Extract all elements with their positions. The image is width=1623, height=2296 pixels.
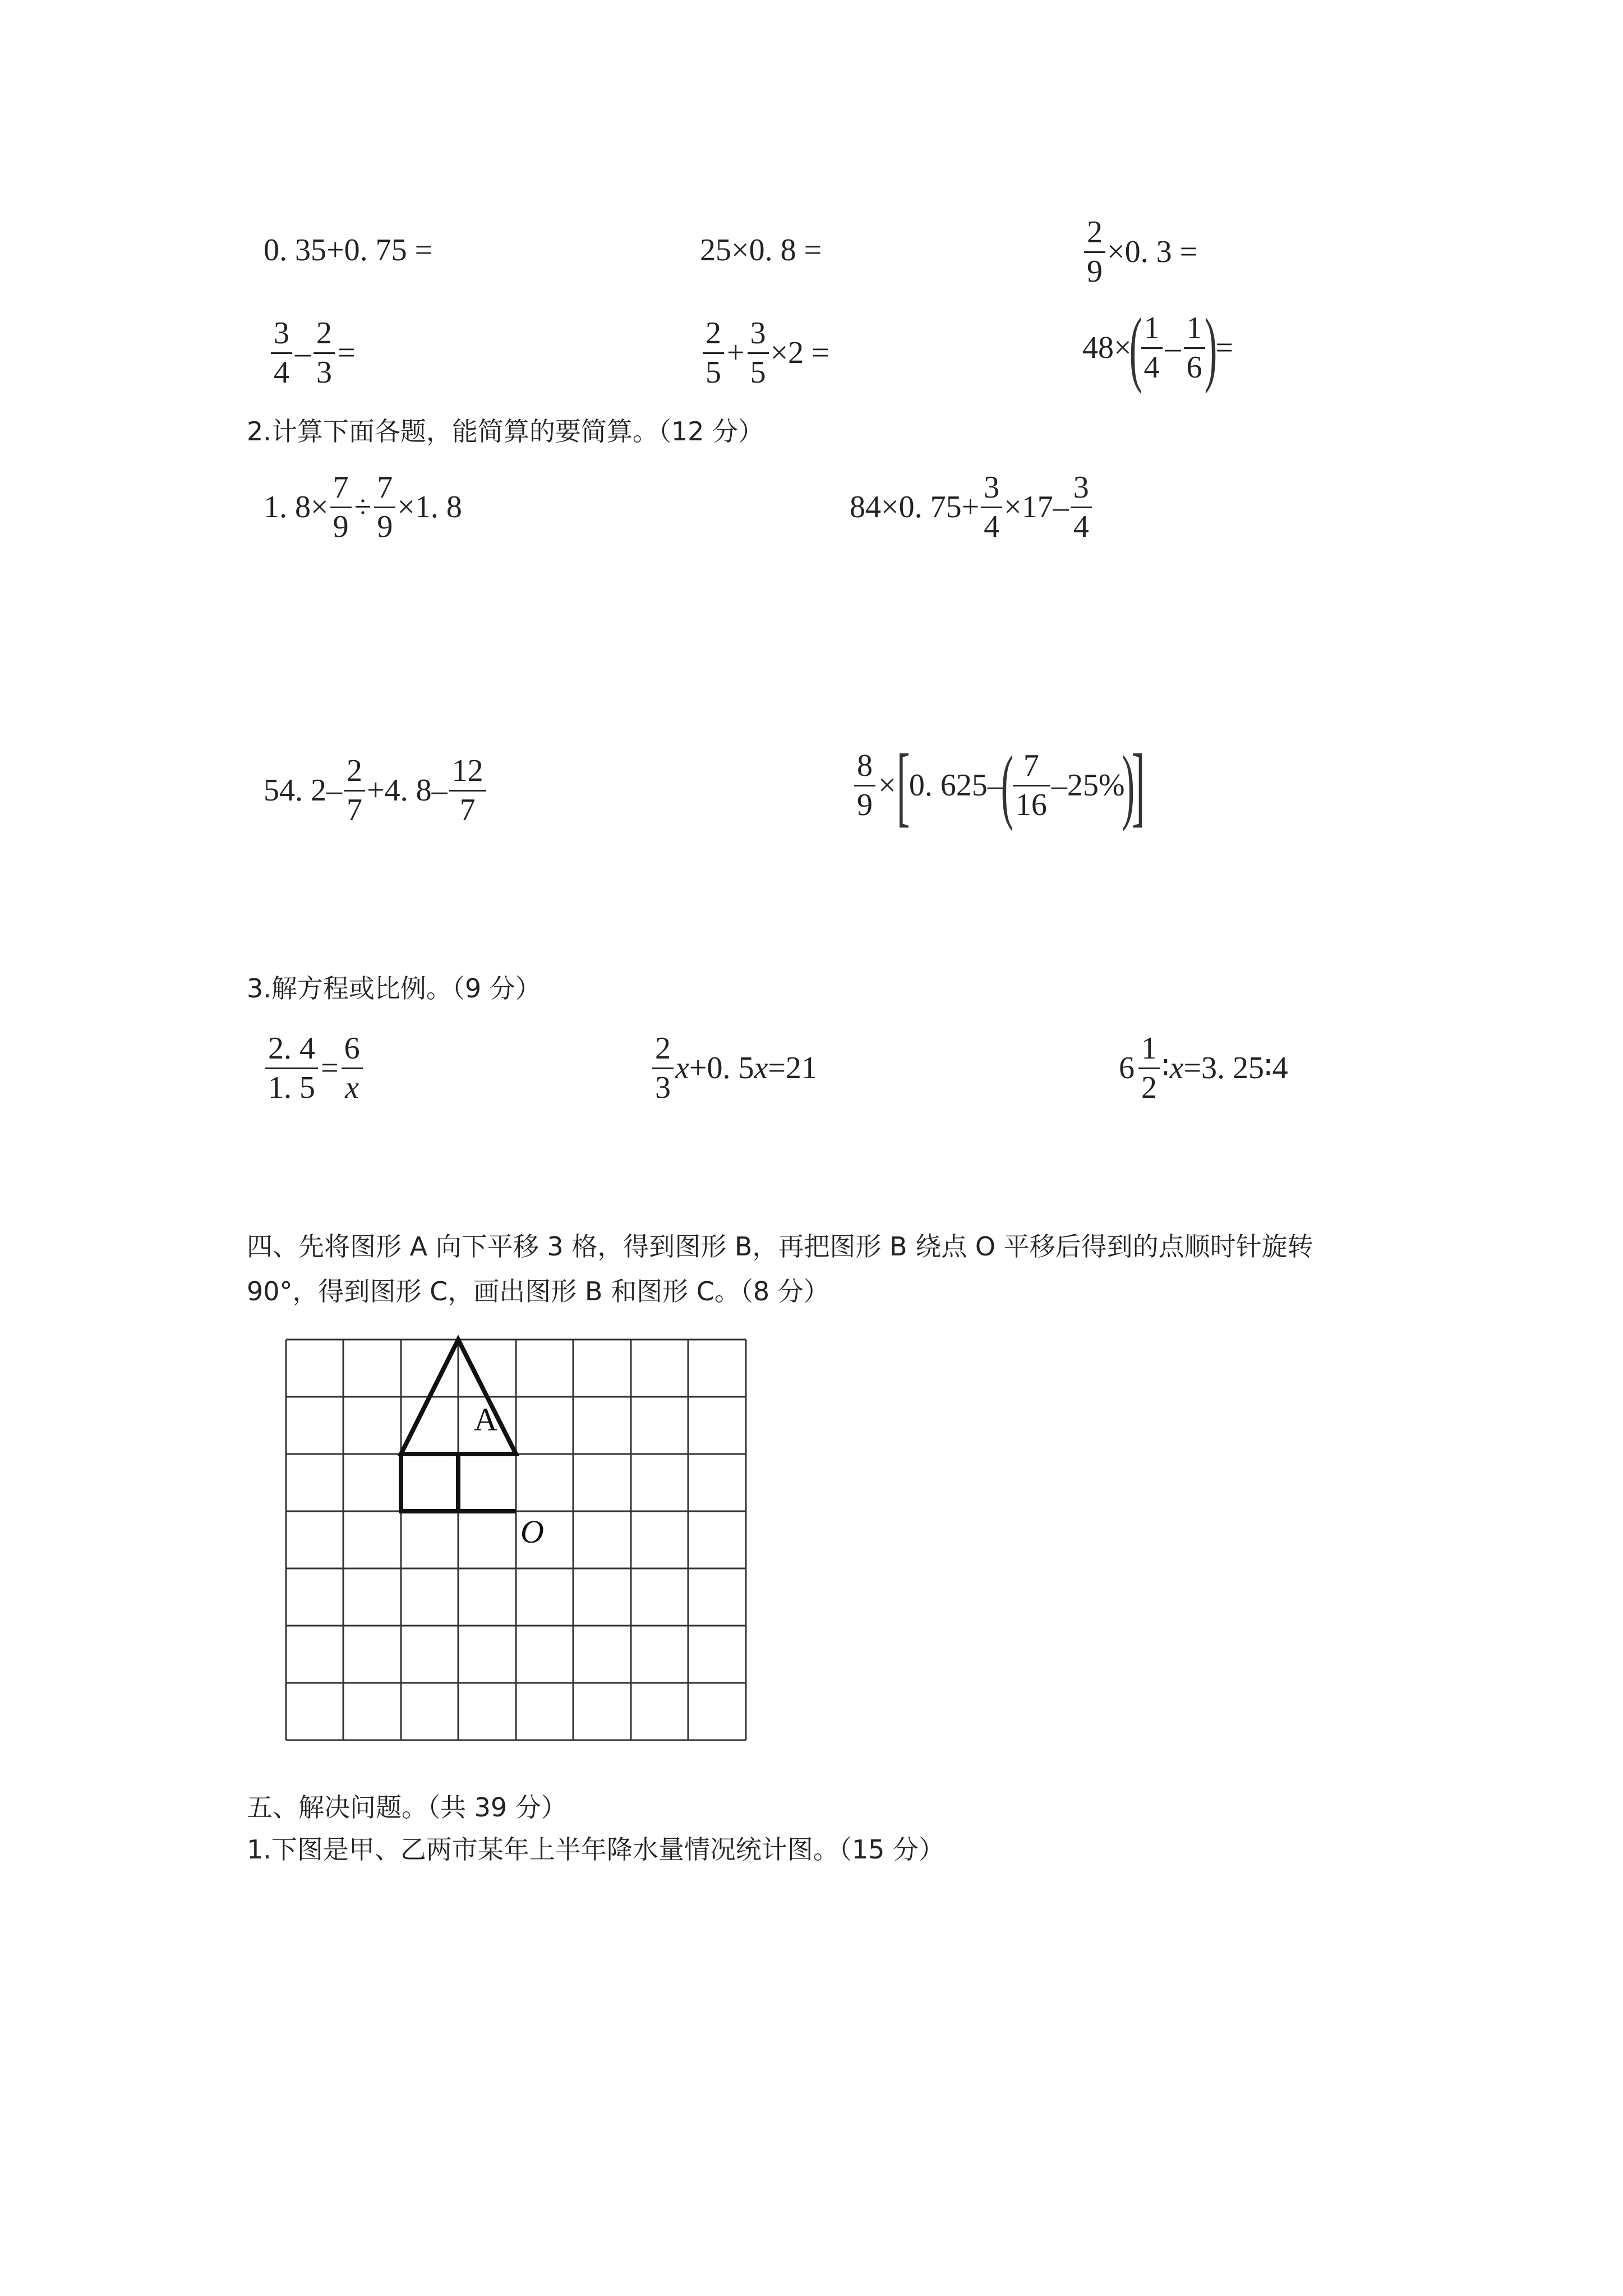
grid-figure bbox=[280, 1334, 751, 1743]
calc-2-1: $\frac{3}{4}$ – $\frac{2}{3}$ = bbox=[269, 317, 357, 389]
equation-3: 6 $\frac{1}{2}$ ∶ x =3. 25∶4 bbox=[1119, 1031, 1288, 1105]
equation-2: $\frac{2}{3}$ x +0. 5 x =21 bbox=[651, 1032, 817, 1105]
point-o-label: O bbox=[520, 1513, 544, 1550]
calc-2-3: 48× ( $\frac{1}{4}$ – $\frac{1}{6}$ ) = bbox=[1082, 301, 1234, 394]
calc-1-1: 0. 35+0. 75 = bbox=[264, 233, 433, 268]
grid-lines bbox=[286, 1340, 746, 1740]
section-heading-2: 2.计算下面各题，能简算的要简算。（12 分） bbox=[247, 416, 764, 447]
shape-a-label: A bbox=[474, 1401, 497, 1438]
calc-2-2: $\frac{2}{5}$ + $\frac{3}{5}$ ×2 = bbox=[701, 317, 829, 389]
calc-simplify-1: 1. 8× $\frac{7}{9}$ ÷ $\frac{7}{9}$ ×1. 8 bbox=[264, 470, 462, 544]
question-5-1: 1.下图是甲、乙两市某年上半年降水量情况统计图。（15 分） bbox=[247, 1834, 945, 1865]
calc-1-3: $\frac{2}{9}$ ×0. 3 = bbox=[1082, 216, 1197, 288]
calc-simplify-2: 84×0. 75+ $\frac{3}{4}$ ×17– $\frac{3}{4}$ bbox=[850, 471, 1094, 544]
equation-1: $\frac{2. 4}{1. 5}$ = $\frac{6}{x}$ bbox=[264, 1032, 365, 1105]
fraction: $\frac{2}{9}$ bbox=[1084, 216, 1105, 288]
section-heading-4-line1: 四、先将图形 A 向下平移 3 格，得到图形 B，再把图形 B 绕点 O 平移后得到的点顺时针旋转 bbox=[247, 1231, 1313, 1262]
calc-simplify-3: 54. 2– $\frac{2}{7}$ +4. 8– $\frac{12}{7}$ bbox=[264, 754, 488, 827]
section-heading-5: 五、解决问题。（共 39 分） bbox=[247, 1792, 567, 1823]
calc-simplify-4: $\frac{8}{9}$ × [ 0. 625– ( $\frac{7}{16}$ –25% ) ] bbox=[852, 740, 1145, 830]
section-heading-3: 3.解方程或比例。（9 分） bbox=[247, 973, 541, 1004]
calc-1-2: 25×0. 8 = bbox=[700, 233, 822, 268]
section-heading-4-line2: 90°，得到图形 C，画出图形 B 和图形 C。（8 分） bbox=[247, 1276, 829, 1306]
